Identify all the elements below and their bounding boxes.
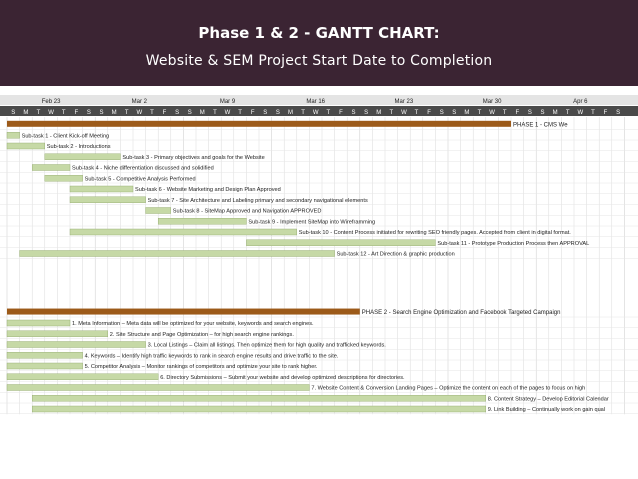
- slide-subtitle: Website & SEM Project Start Date to Completion: [145, 53, 493, 69]
- day-label: T: [591, 110, 595, 116]
- task-bar: [7, 385, 309, 391]
- day-label: T: [150, 110, 154, 116]
- day-label: M: [288, 110, 293, 116]
- day-label: S: [364, 110, 369, 116]
- task-bar: [7, 352, 83, 358]
- day-label: W: [401, 110, 407, 116]
- day-label: T: [301, 110, 305, 116]
- day-label: W: [577, 110, 584, 116]
- week-label: Mar 16: [306, 99, 326, 105]
- task-bar: [246, 240, 435, 246]
- day-label: T: [502, 110, 507, 116]
- day-label: S: [175, 110, 180, 116]
- phase-bar: [7, 309, 360, 315]
- task-bar: [32, 165, 70, 171]
- task-bar: [70, 229, 297, 235]
- task-bar: [7, 374, 158, 380]
- task-bar: [7, 363, 83, 369]
- day-label: S: [351, 110, 356, 116]
- day-label: S: [263, 110, 268, 116]
- day-label: W: [224, 110, 231, 116]
- task-label: Sub-task 2 - Introductions: [46, 144, 111, 150]
- task-label: 5. Competitor Analysis – Monitor rankings of competitors and optimize your site to rank higher.: [84, 364, 318, 370]
- day-label: T: [477, 110, 482, 116]
- day-label: T: [326, 110, 331, 116]
- week-label: Mar 2: [131, 99, 147, 105]
- phase-bar: [7, 121, 511, 127]
- day-label: T: [61, 110, 66, 116]
- task-label: 6. Directory Submissions – Submit your website and develop optimized descriptions for directories.: [160, 374, 405, 381]
- day-label: F: [603, 110, 608, 116]
- task-label: Sub-task 10 - Content Process initiated for rewriting SEO friendly pages. Accepted from client in digital format.: [298, 230, 571, 236]
- phase-label: PHASE 2 - Search Engine Optimization and Facebook Targeted Campaign: [361, 310, 561, 317]
- week-label: Apr 6: [573, 99, 588, 105]
- day-label: M: [464, 110, 470, 116]
- task-bar: [70, 186, 133, 192]
- week-label: Mar 9: [219, 99, 236, 105]
- task-label: Sub-task 7 - Site Architecture and Labeling primary and secondary navigational elements: [147, 197, 368, 204]
- day-label: F: [515, 110, 520, 116]
- task-label: Sub-task 12 - Art Direction & graphic production: [336, 251, 455, 258]
- week-label: Feb 23: [41, 99, 61, 105]
- day-label: S: [99, 110, 104, 116]
- slide-title: Phase 1 & 2 - GANTT CHART:: [198, 24, 440, 42]
- task-label: Sub-task 4 - Niche differentiation discussed and solidified: [72, 165, 214, 172]
- day-label: M: [23, 110, 29, 116]
- task-bar: [32, 395, 486, 401]
- task-bar: [7, 331, 108, 337]
- day-label: S: [527, 110, 532, 116]
- task-label: 9. Link Building – Continually work on gain qual: [487, 407, 606, 413]
- day-label: F: [339, 110, 343, 116]
- day-label: S: [187, 110, 192, 116]
- task-label: 4. Keywords – Identify high traffic keywords to rank in search engine results and drive traffic to the site.: [84, 353, 339, 360]
- task-bar: [32, 406, 486, 412]
- task-bar: [7, 132, 20, 138]
- day-label: F: [162, 110, 167, 116]
- day-label: S: [540, 110, 545, 116]
- task-label: Sub-task 6 - Website Marketing and Design Plan Approved: [135, 187, 281, 193]
- day-label: T: [389, 110, 394, 116]
- task-label: 2. Site Structure and Page Optimization – for high search engine rankings.: [109, 331, 294, 338]
- day-label: M: [111, 110, 117, 116]
- day-label: F: [250, 110, 255, 116]
- task-bar: [7, 342, 146, 348]
- day-label: T: [213, 110, 217, 116]
- day-label: M: [199, 110, 205, 116]
- task-bar: [45, 154, 121, 160]
- day-label: S: [616, 110, 621, 116]
- day-label: M: [552, 110, 558, 116]
- day-label: F: [427, 110, 431, 116]
- task-label: 7. Website Content & Conversion Landing Pages – Optimize the content on each of the pages to focus on high: [311, 385, 586, 392]
- day-label: S: [452, 110, 457, 116]
- task-bar: [7, 320, 70, 326]
- day-label: W: [136, 110, 143, 116]
- day-label: S: [11, 110, 16, 116]
- slide-header: [0, 0, 638, 86]
- task-bar: [45, 175, 83, 181]
- day-label: S: [86, 110, 91, 116]
- day-label: T: [124, 110, 129, 116]
- task-bar: [70, 197, 146, 203]
- phase-label: PHASE 1 - CMS We: [513, 122, 568, 129]
- day-label: S: [275, 110, 280, 116]
- task-label: Sub-task 1 - Client Kick-off Meeting: [21, 133, 110, 140]
- day-label: M: [376, 110, 382, 116]
- day-label: T: [565, 110, 570, 116]
- task-label: Sub-task 9 - Implement SiteMap into Wireframming: [248, 219, 376, 226]
- gantt-chart: [0, 95, 638, 479]
- day-label: F: [74, 110, 79, 116]
- task-label: Sub-task 3 - Primary objectives and goals for the Website: [122, 154, 265, 161]
- day-label: T: [238, 110, 242, 116]
- task-label: Sub-task 8 - SiteMap Approved and Navigation APPROVED: [172, 208, 322, 215]
- day-label: S: [439, 110, 444, 116]
- task-label: 8. Content Strategy – Develop Editorial Calendar: [487, 396, 609, 403]
- task-bar: [7, 143, 45, 149]
- day-label: T: [36, 110, 41, 116]
- task-label: 3. Local Listings – Claim all listings. Then optimize them for high quality and trafficked keywords.: [147, 342, 386, 349]
- day-label: W: [312, 110, 319, 116]
- task-bar: [158, 218, 246, 224]
- task-label: Sub-task 11 - Prototype Production Process then APPROVAL: [437, 240, 590, 247]
- week-label: Mar 30: [482, 99, 502, 105]
- day-label: W: [48, 110, 54, 116]
- day-label: W: [489, 110, 495, 116]
- task-bar: [146, 208, 171, 214]
- day-label: T: [414, 110, 419, 116]
- week-label: Mar 23: [394, 99, 414, 105]
- task-label: Sub-task 5 - Competitive Analysis Performed: [84, 176, 196, 183]
- task-label: 1. Meta Information – Meta data will be optimized for your website, keywords and search engines.: [72, 321, 314, 327]
- task-bar: [20, 251, 335, 257]
